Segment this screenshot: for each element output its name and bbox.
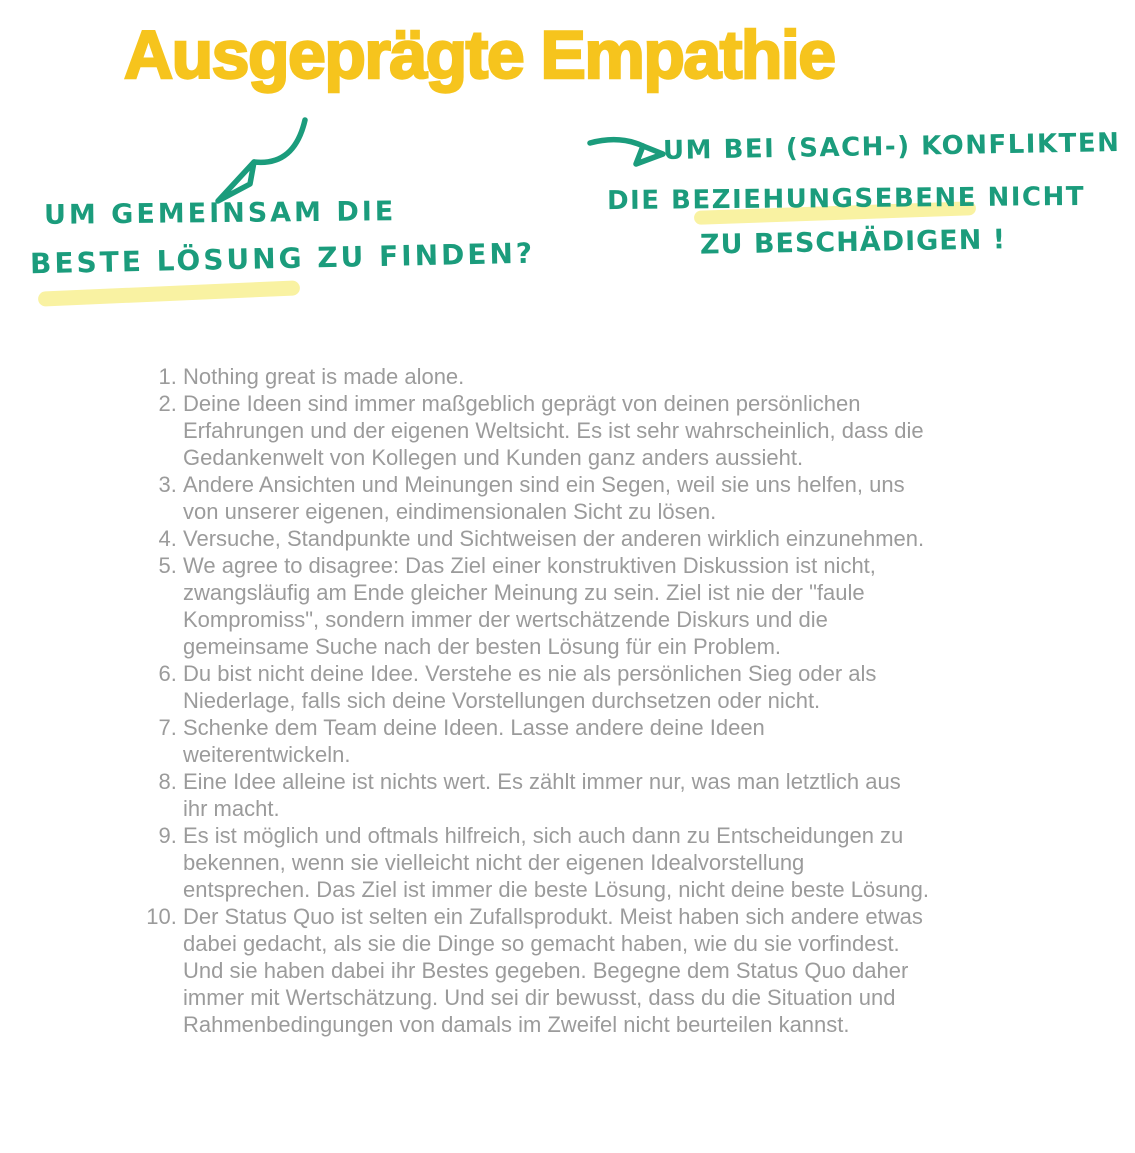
principles-list-container [131, 363, 931, 1038]
handwritten-note-right-line1: UM BEI (SACH-) KONFLIKTEN [662, 128, 1121, 166]
handwritten-note-left-line1: UM GEMEINSAM DIE [43, 196, 397, 231]
list-item: 1. Nothing great is made alone. [183, 363, 931, 390]
list-item: 6. Du bist nicht deine Idee. Verstehe es nie als persönlichen Sieg oder als Niederlage, falls sich deine Vorstellungen durchsetzen oder nicht. [183, 660, 931, 714]
principles-list [131, 363, 931, 1038]
list-item: 7. Schenke dem Team deine Ideen. Lasse andere deine Ideen weiterentwickeln. [183, 714, 931, 768]
handwritten-note-right-line2: DIE BEZIEHUNGSEBENE NICHT [606, 181, 1086, 217]
list-item: 3. Andere Ansichten und Meinungen sind ein Segen, weil sie uns helfen, uns von unserer eigenen, eindimensionalen Sicht zu lösen. [183, 471, 931, 525]
list-item: 2. Deine Ideen sind immer maßgeblich geprägt von deinen persönlichen Erfahrungen und der eigenen Weltsicht. Es ist sehr wahrscheinlich, dass die Gedankenwelt von Kollegen und Kunden ganz anders aussieht. [183, 390, 931, 471]
marker-highlight-left [38, 280, 300, 306]
page-title: Ausgeprägte Empathie [124, 17, 835, 93]
list-item: 9. Es ist möglich und oftmals hilfreich, sich auch dann zu Entscheidungen zu bekennen, wenn sie vielleicht nicht der eigenen Idealvorstellung entsprechen. Das Ziel ist immer die beste Lösung, nicht deine beste Lösung. [183, 822, 931, 903]
list-item: 8. Eine Idee alleine ist nichts wert. Es zählt immer nur, was man letztlich aus ihr macht. [183, 768, 931, 822]
handwritten-note-left-line2: BESTE LÖSUNG ZU FINDEN? [29, 236, 536, 281]
right-arrow-icon [586, 126, 674, 174]
list-item: 4. Versuche, Standpunkte und Sichtweisen der anderen wirklich einzunehmen. [183, 525, 931, 552]
list-item: 5. We agree to disagree: Das Ziel einer konstruktiven Diskussion ist nicht, zwangsläufig am Ende gleicher Meinung zu sein. Ziel ist nie der "faule Kompromiss", sondern immer der wertschätzende Diskurs und die gemeinsame Suche nach der besten Lösung für ein Problem. [183, 552, 931, 660]
handwritten-note-right-line3: ZU BESCHÄDIGEN ! [699, 224, 1007, 261]
list-item: 10. Der Status Quo ist selten ein Zufallsprodukt. Meist haben sich andere etwas dabei gedacht, als sie die Dinge so gemacht haben, wie du sie vorfindest. Und sie haben dabei ihr Bestes gegeben. Begegne dem Status Quo daher immer mit Wertschätzung. Und sei dir bewusst, dass du die Situation und Rahmenbedingungen von damals im Zweifel nicht beurteilen kannst. [183, 903, 931, 1038]
